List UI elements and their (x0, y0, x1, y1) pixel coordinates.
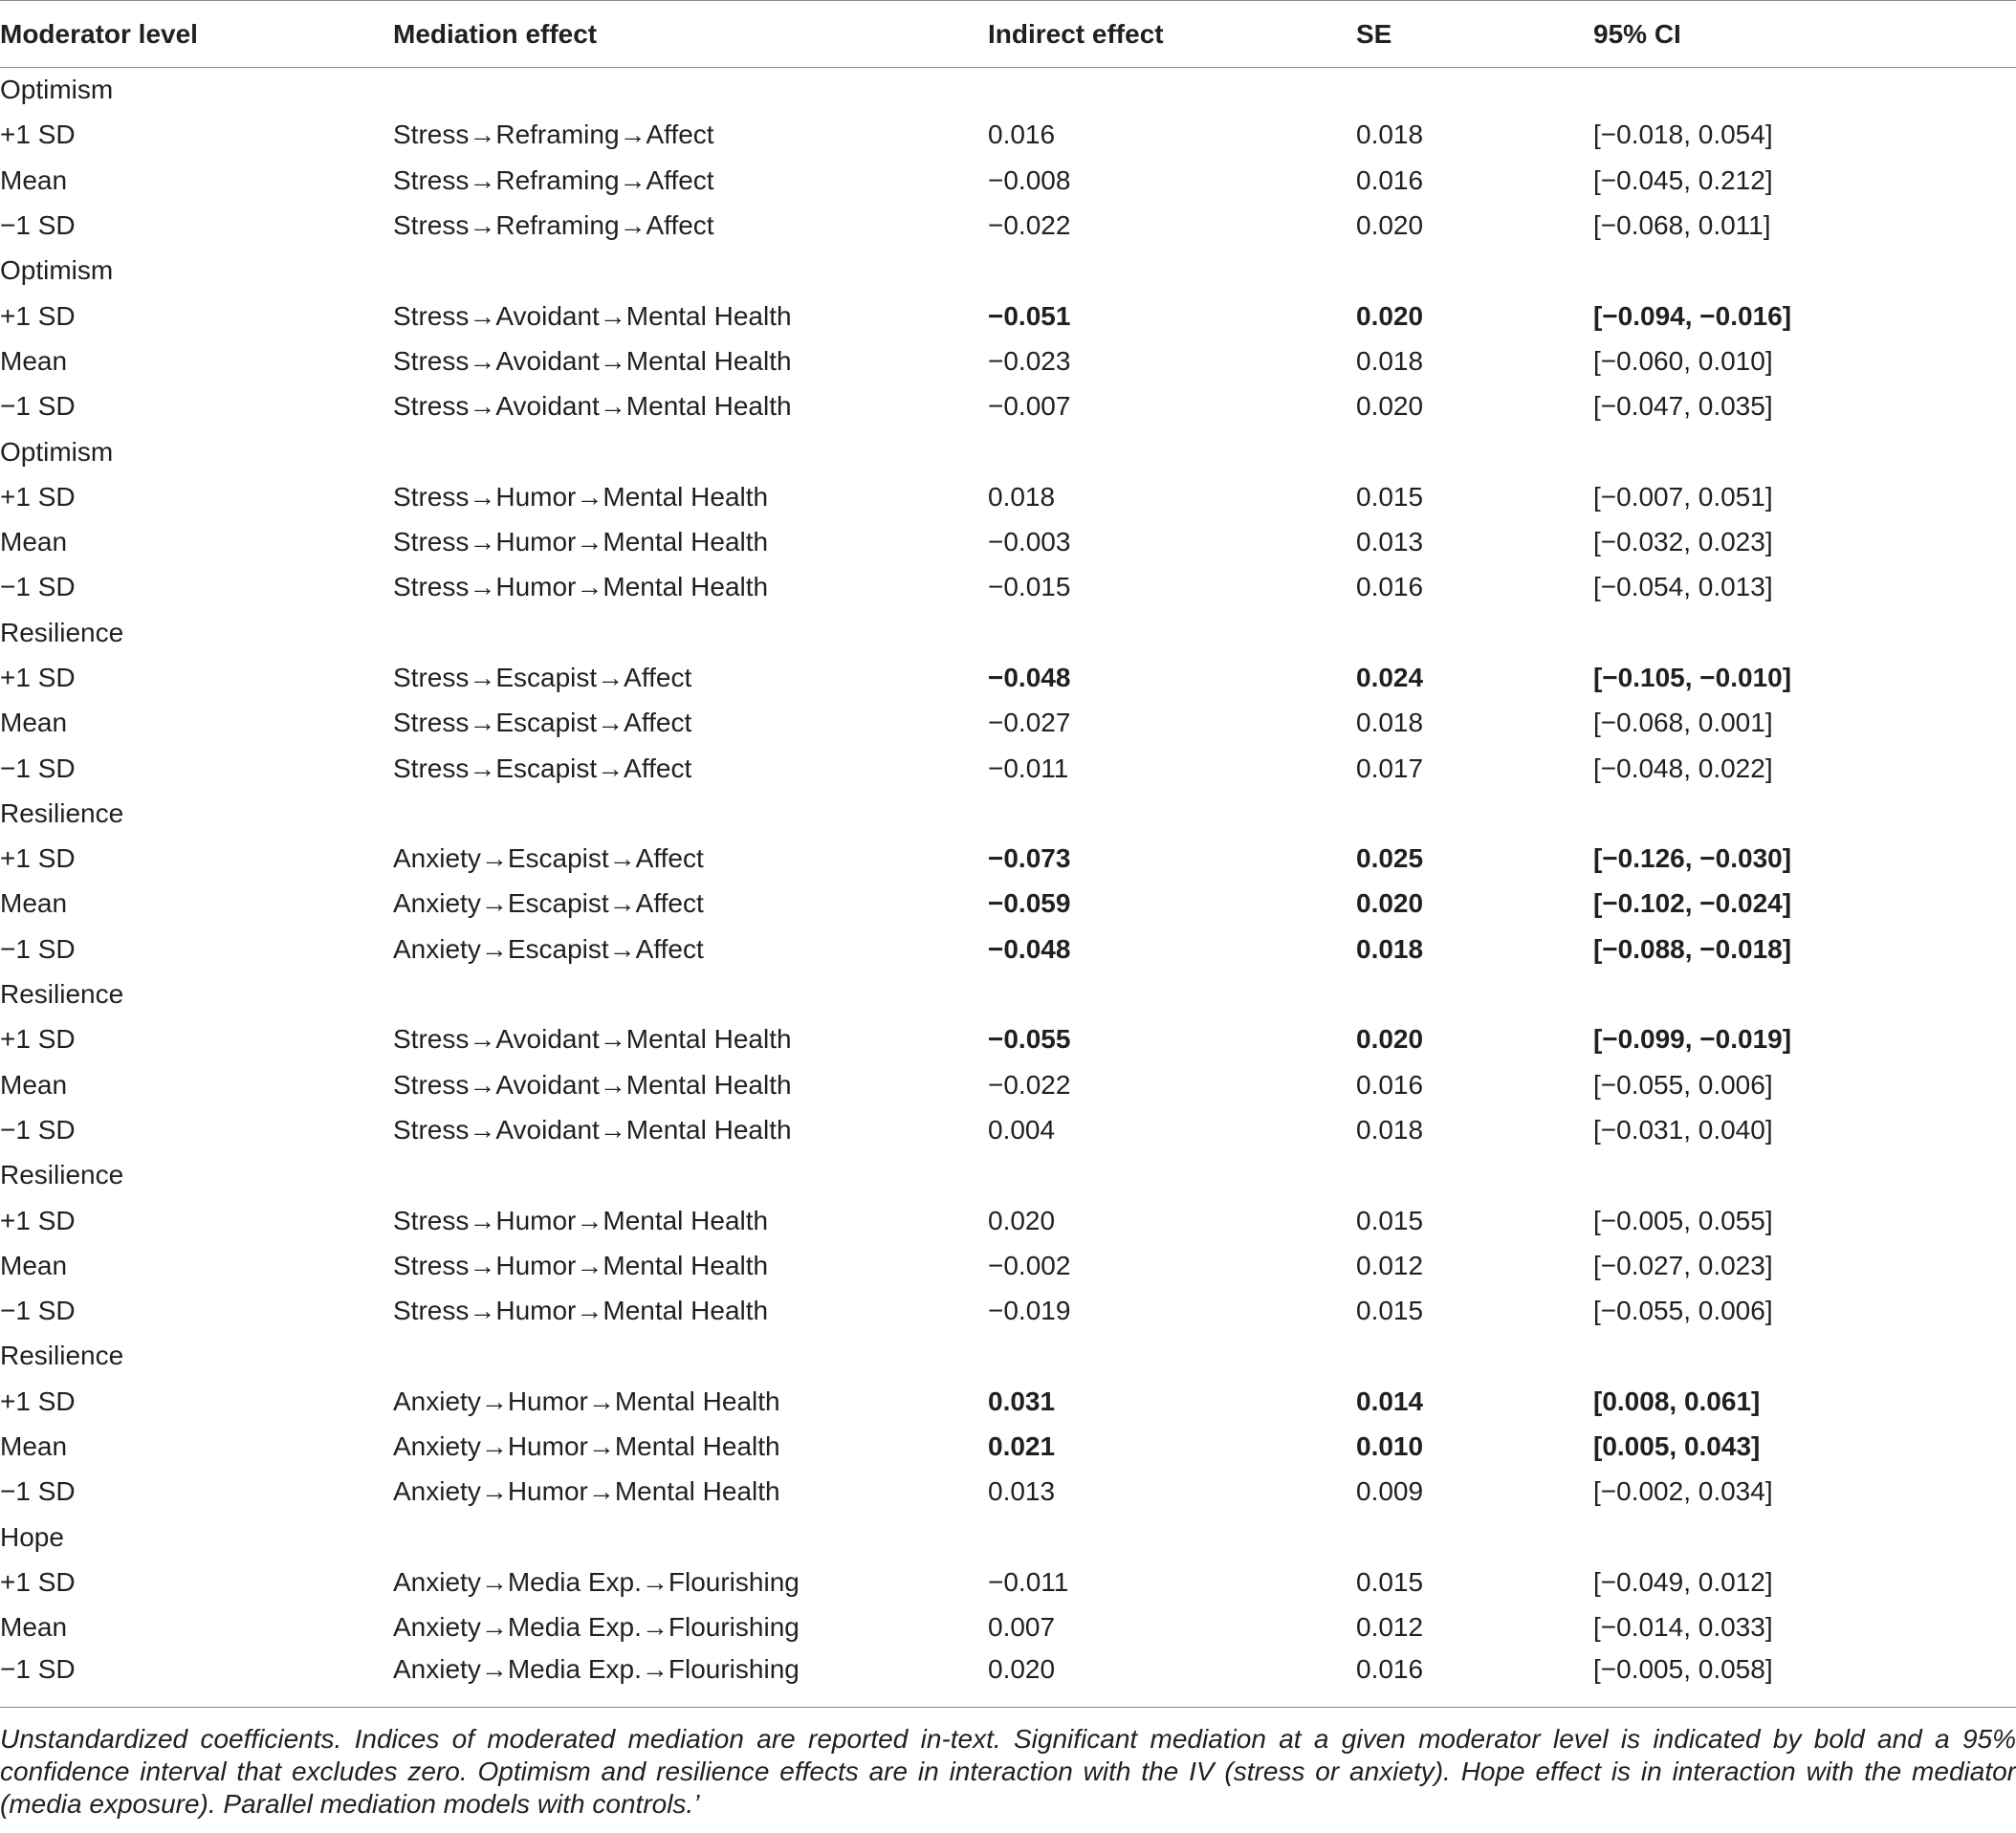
indirect-effect-cell: 0.021 (988, 1431, 1056, 1462)
table-row (0, 655, 2016, 700)
ci-cell: [−0.031, 0.040] (1593, 1114, 1773, 1145)
indirect-effect-cell: −0.011 (988, 1566, 1069, 1597)
ci-cell: [−0.068, 0.011] (1593, 210, 1771, 241)
header-indirect-effect: Indirect effect (988, 1, 1356, 68)
table-row (0, 1650, 2016, 1708)
table-row (0, 1243, 2016, 1288)
mediation-effect-cell: Anxiety→Escapist→Affect (393, 843, 704, 874)
table-footnote: Unstandardized coefficients. Indices of moderated mediation are reported in-text. Significant mediation at a given moderator level is indicated by bold and a 95% confidence interval that excludes zero. Optimism and resilience effects are in interaction with the IV (stress or anxiety). Hope effect is in interaction with the mediator (media exposure). Parallel mediation models with controls.’ (0, 1724, 2016, 1819)
mediation-effect-cell: Anxiety→Humor→Mental Health (393, 1476, 780, 1507)
se-cell: 0.018 (1356, 708, 1424, 738)
moderator-name: Optimism (0, 75, 114, 105)
mediation-effect-cell: Stress→Escapist→Affect (393, 663, 692, 692)
moderator-group-row (0, 1153, 2016, 1198)
table-row (0, 565, 2016, 610)
indirect-effect-cell: −0.015 (988, 572, 1071, 602)
se-cell: 0.018 (1356, 1114, 1424, 1145)
mediation-effect-cell: Anxiety→Escapist→Affect (393, 933, 704, 964)
table-row (0, 837, 2016, 882)
se-cell: 0.020 (1356, 888, 1424, 919)
table-row (0, 1379, 2016, 1424)
moderator-level-cell: +1 SD (0, 481, 76, 512)
se-cell: 0.013 (1356, 527, 1424, 557)
se-cell: 0.024 (1356, 663, 1424, 692)
mediation-effect-cell: Stress→Humor→Mental Health (393, 527, 769, 557)
moderator-level-cell: Mean (0, 164, 68, 195)
table-row (0, 294, 2016, 338)
moderator-level-cell: −1 SD (0, 391, 76, 422)
moderator-level-cell: −1 SD (0, 753, 76, 783)
se-cell: 0.020 (1356, 300, 1424, 331)
table-row (0, 158, 2016, 203)
indirect-effect-cell: −0.051 (988, 300, 1071, 331)
mediation-effect-cell: Stress→Avoidant→Mental Health (393, 391, 792, 422)
table-row (0, 519, 2016, 564)
ci-cell: [−0.007, 0.051] (1593, 481, 1773, 512)
indirect-effect-cell: 0.018 (988, 481, 1056, 512)
table-row (0, 1198, 2016, 1243)
se-cell: 0.014 (1356, 1386, 1424, 1416)
ci-cell: [−0.005, 0.058] (1593, 1650, 2016, 1708)
se-cell: 0.016 (1356, 1069, 1424, 1100)
table-row (0, 338, 2016, 383)
ci-cell: [−0.060, 0.010] (1593, 345, 1773, 376)
ci-cell: [0.008, 0.061] (1593, 1386, 1761, 1416)
mediation-effect-cell: Stress→Avoidant→Mental Health (393, 1024, 792, 1055)
mediation-effect-cell: Stress→Escapist→Affect (393, 753, 692, 783)
se-cell: 0.012 (1356, 1250, 1424, 1280)
moderator-level-cell: −1 SD (0, 572, 76, 602)
ci-cell: [−0.047, 0.035] (1593, 391, 1773, 422)
ci-cell: [−0.048, 0.022] (1593, 753, 1773, 783)
indirect-effect-cell: −0.048 (988, 663, 1071, 692)
moderator-name: Resilience (0, 1341, 124, 1371)
indirect-effect-cell: 0.013 (988, 1476, 1056, 1507)
indirect-effect-cell: −0.023 (988, 345, 1071, 376)
ci-cell: [−0.045, 0.212] (1593, 164, 1773, 195)
table-row (0, 1470, 2016, 1515)
se-cell: 0.018 (1356, 933, 1424, 964)
mediation-effect-cell: Anxiety→Media Exp.→Flourishing (393, 1650, 988, 1708)
ci-cell: [−0.088, −0.018] (1593, 933, 1792, 964)
ci-cell: [−0.126, −0.030] (1593, 843, 1792, 874)
table-body (0, 68, 2016, 1708)
moderator-level-cell: +1 SD (0, 300, 76, 331)
ci-cell: [−0.002, 0.034] (1593, 1476, 1773, 1507)
ci-cell: [−0.014, 0.033] (1593, 1612, 1773, 1643)
table-row (0, 1107, 2016, 1152)
moderator-level-cell: −1 SD (0, 1114, 76, 1145)
header-se: SE (1356, 1, 1593, 68)
header-mediation-effect: Mediation effect (393, 1, 988, 68)
ci-cell: [0.005, 0.043] (1593, 1431, 1761, 1462)
se-cell: 0.015 (1356, 1566, 1424, 1597)
table-row (0, 882, 2016, 927)
table-row (0, 474, 2016, 519)
se-cell: 0.018 (1356, 120, 1424, 150)
mediation-effect-cell: Stress→Humor→Mental Health (393, 481, 769, 512)
moderator-group-row (0, 249, 2016, 294)
indirect-effect-cell: 0.020 (988, 1205, 1056, 1235)
indirect-effect-cell: −0.073 (988, 843, 1071, 874)
moderator-level-cell: −1 SD (0, 210, 76, 241)
mediation-effect-cell: Stress→Avoidant→Mental Health (393, 345, 792, 376)
se-cell: 0.020 (1356, 1024, 1424, 1055)
indirect-effect-cell: −0.022 (988, 210, 1071, 241)
moderator-group-row (0, 68, 2016, 113)
mediation-effect-cell: Stress→Avoidant→Mental Health (393, 1069, 792, 1100)
table-row (0, 701, 2016, 746)
mediation-effect-cell: Stress→Escapist→Affect (393, 708, 692, 738)
se-cell: 0.015 (1356, 481, 1424, 512)
moderator-name: Optimism (0, 255, 114, 286)
moderator-level-cell: +1 SD (0, 663, 76, 692)
mediation-effect-cell: Anxiety→Media Exp.→Flourishing (393, 1612, 800, 1643)
ci-cell: [−0.018, 0.054] (1593, 120, 1773, 150)
moderator-level-cell: +1 SD (0, 843, 76, 874)
table-row (0, 1424, 2016, 1469)
table-row (0, 746, 2016, 791)
moderator-group-row (0, 791, 2016, 836)
moderator-level-cell: Mean (0, 888, 68, 919)
mediation-effect-cell: Anxiety→Escapist→Affect (393, 888, 704, 919)
table-row (0, 927, 2016, 971)
mediation-effect-cell: Stress→Reframing→Affect (393, 164, 714, 195)
moderator-level-cell: −1 SD (0, 1476, 76, 1507)
indirect-effect-cell: −0.048 (988, 933, 1071, 964)
indirect-effect-cell: −0.019 (988, 1296, 1071, 1326)
se-cell: 0.015 (1356, 1205, 1424, 1235)
moderator-level-cell: Mean (0, 708, 68, 738)
se-cell: 0.012 (1356, 1612, 1424, 1643)
table-row (0, 113, 2016, 158)
moderator-level-cell: Mean (0, 1612, 68, 1643)
moderator-level-cell: +1 SD (0, 1024, 76, 1055)
indirect-effect-cell: −0.022 (988, 1069, 1071, 1100)
indirect-effect-cell: 0.020 (988, 1650, 1356, 1708)
mediation-effect-cell: Anxiety→Humor→Mental Health (393, 1386, 780, 1416)
se-cell: 0.018 (1356, 345, 1424, 376)
table-row (0, 203, 2016, 248)
header-95-ci: 95% CI (1593, 1, 2016, 68)
moderator-name: Resilience (0, 617, 124, 647)
moderator-level-cell: +1 SD (0, 1566, 76, 1597)
moderator-group-row (0, 1515, 2016, 1560)
moderator-level-cell: +1 SD (0, 1205, 76, 1235)
ci-cell: [−0.068, 0.001] (1593, 708, 1773, 738)
mediation-effect-cell: Stress→Humor→Mental Health (393, 1250, 769, 1280)
table-row (0, 1289, 2016, 1334)
mediation-effect-cell: Anxiety→Humor→Mental Health (393, 1431, 780, 1462)
indirect-effect-cell: −0.055 (988, 1024, 1071, 1055)
ci-cell: [−0.102, −0.024] (1593, 888, 1792, 919)
se-cell: 0.020 (1356, 391, 1424, 422)
se-cell: 0.020 (1356, 210, 1424, 241)
moderator-name: Resilience (0, 797, 124, 828)
mediation-effect-cell: Stress→Humor→Mental Health (393, 1205, 769, 1235)
moderator-group-row (0, 1334, 2016, 1379)
mediation-effect-cell: Stress→Humor→Mental Health (393, 572, 769, 602)
se-cell: 0.015 (1356, 1296, 1424, 1326)
moderator-group-row (0, 610, 2016, 655)
indirect-effect-cell: −0.011 (988, 753, 1069, 783)
moderator-name: Hope (0, 1521, 64, 1552)
ci-cell: [−0.032, 0.023] (1593, 527, 1773, 557)
indirect-effect-cell: −0.008 (988, 164, 1071, 195)
ci-cell: [−0.049, 0.012] (1593, 1566, 1773, 1597)
moderator-level-cell: −1 SD (0, 1650, 393, 1708)
moderator-level-cell: +1 SD (0, 120, 76, 150)
moderator-group-row (0, 429, 2016, 474)
table-row (0, 1017, 2016, 1062)
indirect-effect-cell: −0.007 (988, 391, 1071, 422)
ci-cell: [−0.055, 0.006] (1593, 1069, 1773, 1100)
moderator-name: Resilience (0, 1160, 124, 1190)
ci-cell: [−0.105, −0.010] (1593, 663, 1792, 692)
indirect-effect-cell: 0.031 (988, 1386, 1056, 1416)
header-row (0, 1, 2016, 68)
moderator-name: Optimism (0, 436, 114, 467)
se-cell: 0.016 (1356, 572, 1424, 602)
ci-cell: [−0.027, 0.023] (1593, 1250, 1773, 1280)
indirect-effect-cell: −0.002 (988, 1250, 1071, 1280)
table-row (0, 1062, 2016, 1107)
moderator-level-cell: −1 SD (0, 933, 76, 964)
moderator-name: Resilience (0, 979, 124, 1010)
table-row (0, 384, 2016, 429)
header-moderator-level: Moderator level (0, 1, 393, 68)
mediation-effect-cell: Anxiety→Media Exp.→Flourishing (393, 1566, 800, 1597)
indirect-effect-cell: −0.059 (988, 888, 1071, 919)
mediation-effect-cell: Stress→Reframing→Affect (393, 120, 714, 150)
se-cell: 0.016 (1356, 164, 1424, 195)
ci-cell: [−0.005, 0.055] (1593, 1205, 1773, 1235)
se-cell: 0.016 (1356, 1650, 1593, 1708)
indirect-effect-cell: −0.027 (988, 708, 1071, 738)
se-cell: 0.017 (1356, 753, 1424, 783)
ci-cell: [−0.054, 0.013] (1593, 572, 1773, 602)
moderator-level-cell: Mean (0, 1431, 68, 1462)
mediation-effect-cell: Stress→Avoidant→Mental Health (393, 300, 792, 331)
moderator-level-cell: Mean (0, 527, 68, 557)
ci-cell: [−0.094, −0.016] (1593, 300, 1792, 331)
table-row (0, 1605, 2016, 1650)
indirect-effect-cell: −0.003 (988, 527, 1071, 557)
mediation-effect-cell: Stress→Reframing→Affect (393, 210, 714, 241)
moderator-level-cell: +1 SD (0, 1386, 76, 1416)
moderator-level-cell: −1 SD (0, 1296, 76, 1326)
indirect-effect-cell: 0.004 (988, 1114, 1056, 1145)
ci-cell: [−0.055, 0.006] (1593, 1296, 1773, 1326)
moderator-group-row (0, 971, 2016, 1016)
mediation-effect-cell: Stress→Avoidant→Mental Health (393, 1114, 792, 1145)
se-cell: 0.009 (1356, 1476, 1424, 1507)
mediation-effect-cell: Stress→Humor→Mental Health (393, 1296, 769, 1326)
table-row (0, 1560, 2016, 1604)
moderator-level-cell: Mean (0, 1250, 68, 1280)
ci-cell: [−0.099, −0.019] (1593, 1024, 1792, 1055)
se-cell: 0.010 (1356, 1431, 1424, 1462)
indirect-effect-cell: 0.007 (988, 1612, 1056, 1643)
moderator-level-cell: Mean (0, 1069, 68, 1100)
se-cell: 0.025 (1356, 843, 1424, 874)
indirect-effect-cell: 0.016 (988, 120, 1056, 150)
moderator-level-cell: Mean (0, 345, 68, 376)
